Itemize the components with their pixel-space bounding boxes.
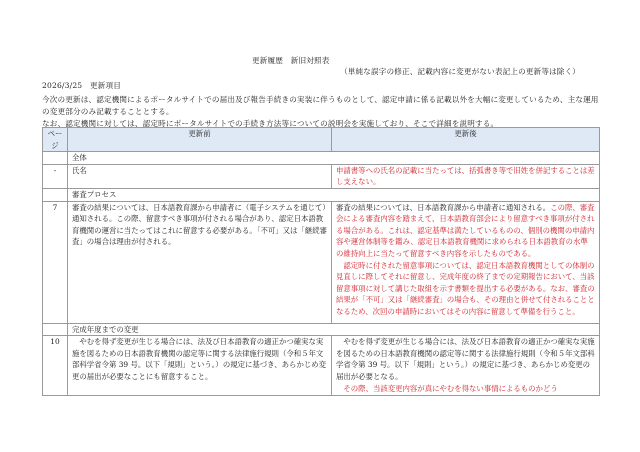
section-label: 完成年度までの変更 bbox=[68, 323, 600, 336]
after-text-changed: 認定時に付された留意事項については、認定日本語教育機関としての体制の見直しに際してそれに留意し、完成年度の終了までの定期報告において、当該留意事項に対して講じた取組を示す書類を提出する必要がある。なお、審査の結果が「不可」又は「継続審査」の場合も、その理由と併せて付されることとなるため、次回の申請時においてはその内容に留意して準備を行うこと。 bbox=[336, 260, 595, 316]
intro-paragraph-1: 今次の更新は、認定機関によるポータルサイトでの届出及び報告手続きの実装に伴うものとして、認定申請に係る記載以外を大幅に変更しているため、主な運用の変更部分のみ記載することとする。 bbox=[42, 95, 599, 116]
update-date: 2026/3/25 更新項目 bbox=[42, 81, 122, 90]
after-text-unchanged: やむを得ず変更が生じる場合には、法及び日本語教育の適正かつ確実な実施を図るための日本語教育機関の認定等に関する法律施行規則（令和５年文部科学省令第 39 号。以下「規則」という。）の規定に基づき、あらかじめ変更の届出が必要となる。 bbox=[336, 337, 595, 381]
section-label: 全体 bbox=[68, 152, 600, 165]
after-text bbox=[332, 201, 600, 323]
before-text: 審査の結果については、日本語教育課から申請者に（電子システムを通じて）通知される。この際、留意すべき事項が付される場合があり、認定日本語教育機関の運営に当たってはこれに留意する必要がある。「不可」又は「継続審査」の場合は理由が付される。 bbox=[68, 201, 332, 323]
section-row bbox=[43, 152, 600, 165]
column-header-page: ページ bbox=[43, 128, 68, 152]
table-row bbox=[43, 164, 600, 188]
table-row bbox=[43, 201, 600, 323]
before-text: 氏名 bbox=[68, 164, 332, 188]
page-number: 7 bbox=[43, 201, 68, 323]
intro-text bbox=[42, 94, 602, 130]
after-text: 申請書等への氏名の記載に当たっては、括弧書き等で旧姓を併記することは差し支えない。 bbox=[332, 164, 600, 188]
section-row bbox=[43, 323, 600, 336]
table-row bbox=[43, 336, 600, 396]
section-row bbox=[43, 188, 600, 201]
page-number: 10 bbox=[43, 336, 68, 396]
after-text-unchanged: 審査の結果については、日本語教育課から申請者に通知される。 bbox=[336, 202, 551, 212]
page-number: - bbox=[43, 164, 68, 188]
document-subtitle: （単純な誤字の修正、記載内容に変更がない表記上の更新等は除く） bbox=[340, 67, 581, 76]
document-title: 更新履歴 新旧対照表 bbox=[252, 56, 330, 65]
section-label: 審査プロセス bbox=[68, 188, 600, 201]
comparison-table bbox=[42, 127, 600, 396]
intro-paragraph-2: なお、認定機関に対しては、認定時にポータルサイトでの手続き方法等についての説明会を実施しており、そこで詳細を説明する。 bbox=[42, 119, 499, 128]
before-text: やむを得ず変更が生じる場合には、法及び日本語教育の適正かつ確実な実施を図るための日本語教育機関の認定等に関する法律施行規則（令和５年文部科学省令第 39 号。以下「規則」という。）の規定に基づき、あらかじめ変更の届出が必要なことにも留意すること。 bbox=[68, 336, 332, 396]
column-header-before: 更新前 bbox=[68, 128, 332, 152]
after-text-changed: この際、審査会による審査内容を踏まえて、日本語教育部会により留意すべき事項が付される場合がある。これは、認定基準は満たしているものの、個別の機関の申請内容や運営体制等を鑑み、認定日本語教育機関に求められる日本語教育の水準の維持向上に当たって留意すべき内容を示したものである。 bbox=[336, 202, 595, 258]
column-header-after: 更新後 bbox=[332, 128, 600, 152]
after-text-changed: その際、当該変更内容が真にやむを得ない事情によるものかどう bbox=[343, 383, 558, 393]
after-text bbox=[332, 336, 600, 396]
